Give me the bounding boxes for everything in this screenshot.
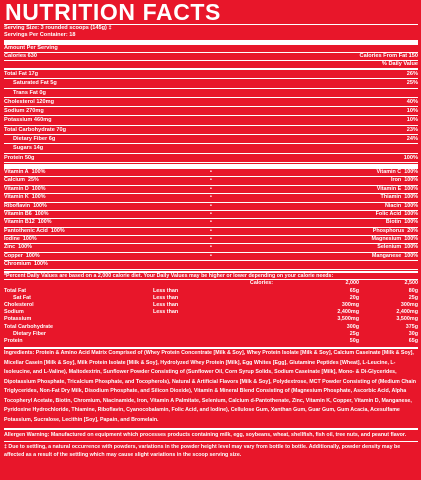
vitamin-dv: 100%	[31, 185, 46, 192]
calories-label: Calories 630	[4, 53, 37, 59]
vitamin-dv: 100%	[31, 194, 46, 201]
vitamin-dv: 100%	[404, 168, 418, 175]
nutrient-label: Cholesterol 120mg	[4, 98, 55, 105]
vitamin-right	[227, 253, 418, 261]
vitamin-left	[4, 219, 195, 227]
vitamin-right	[227, 219, 418, 227]
dv-table-cell: Cholesterol	[4, 302, 34, 309]
dv-table-cell: Sodium	[4, 309, 24, 316]
dv-table-cell: 80g	[408, 287, 418, 294]
nutrient-row	[4, 89, 418, 98]
vitamin-right	[227, 194, 418, 202]
nutrient-dv: 100%	[403, 154, 418, 161]
vitamin-separator: •	[195, 177, 227, 185]
vitamin-dv: 100%	[404, 244, 418, 251]
vitamin-name: Pantothenic Acid	[4, 227, 48, 234]
ingredients: Ingredients: Protein & Amino Acid Matrix Comprised of (Whey Protein Concentrate [Milk & Soy], Whey Protein Isolate [Milk & Soy], Calcium Caseinate [Milk & Soy], Micellar Casein [Milk & Soy], Milk Protein Isolate [Milk & Soy], Hydrolyzed Whey Protein [Milk], Egg Whites [Egg], Glutamine Peptides [Wheat], L-Leucine, L-Isoleucine, and L-Valine), Maltodextrin, Sunflower Powder Consisting of (Sunflower Oil, Corn Syrup Solids, Sodium Caseinate [Milk], Mono- & Di-Glycerides, Dipotassium Phosphate, Tricalcium Phosphate, and Tocopherols), Natural & Artificial Flavors [Milk & Soy], Polydextrose, MCT Powder Consisting of (Medium Chain Triglycerides, Non-Fat Dry Milk, Disodium Phosphate, and Silicon Dioxide), Vitamin & Mineral Blend Consisting of (Magnesium Phosphate, Ascorbic Acid, Alpha Tocopheryl Acetate, Biotin, Chromium, Niacinamide, Iron, Vitamin A Palmitate, Selenium, Calcium d-Pantothenate, Zinc, Vitamin K, Copper, Vitamin D, Manganese, Pyridoxine Hydrochloride, Thiamine, Riboflavin, Cyanocobalamin, Folic Acid, and Iodine), Cellulose Gum, Xanthan Gum, Guar Gum, Gum Acacia, Acesulfame Potassium, Sucralose, Lecithin [Soy], Papain, and Bromelain.	[4, 350, 417, 423]
nutrient-dv: 23%	[406, 126, 418, 133]
dv-table-cell	[153, 331, 279, 338]
vitamin-dv: 100%	[22, 236, 37, 243]
daily-values-table	[4, 280, 418, 345]
vitamin-left	[4, 169, 195, 177]
vitamin-separator: •	[195, 244, 227, 252]
vitamin-dv: 100%	[34, 210, 49, 217]
vitamin-dv: 100%	[404, 219, 418, 226]
dv-table-cell: Potassium	[4, 316, 32, 323]
allergen-warning: Allergen Warning: Manufactured on equipment which processes products containing milk, egg, soybeans, wheat, shellfish, fish oil, tree nuts, and peanut flavor.	[4, 432, 407, 439]
vitamin-right	[227, 211, 418, 219]
settling-note: ‡ Due to settling, a natural occurrence with powders, variations in the powder height level may vary from bottle to bottle. Additionally, powder density may be affected as a result of the settling which may cause slight variations in the scoop serving size.	[4, 444, 401, 459]
vitamin-dv: 100%	[25, 252, 40, 259]
vitamin-left	[4, 186, 195, 194]
dv-table-cell: 30g	[408, 330, 418, 337]
vitamin-name: Copper	[4, 252, 23, 259]
dv-table-cell	[153, 324, 279, 331]
dv-table-cell: 375g	[405, 323, 418, 330]
nutrient-row	[4, 116, 418, 125]
dv-table-row	[4, 338, 418, 345]
vitamin-name: Iodine	[4, 236, 20, 243]
nutrient-label: Protein 50g	[4, 154, 35, 161]
vitamin-right	[227, 236, 418, 244]
vitamin-name: Manganese	[371, 252, 402, 259]
vitamin-name: Thiamin	[380, 194, 402, 201]
dv-table-row	[4, 295, 418, 302]
serving-size: Serving Size: 3 rounded scoops (145g) ‡	[4, 25, 112, 31]
vitamin-dv: 100%	[31, 168, 46, 175]
nutrient-dv: 10%	[406, 108, 418, 115]
dv-header: % Daily Value	[381, 61, 418, 67]
vitamin-name: Vitamin E	[376, 185, 402, 192]
dv-table-cell: 50g	[349, 338, 359, 345]
dv-table-cell: Protein	[4, 338, 23, 345]
vitamin-dv: 100%	[50, 227, 65, 234]
vitamin-name: Calcium	[4, 177, 25, 184]
nutrient-row	[4, 98, 418, 107]
vitamin-separator: •	[195, 219, 227, 227]
divider	[4, 441, 418, 442]
nutrient-dv: 25%	[406, 80, 418, 87]
dv-table-cell: 2,400mg	[337, 309, 359, 316]
vitamin-name: Folic Acid	[375, 210, 402, 217]
vitamin-dv: 100%	[404, 177, 418, 184]
vitamin-name: Vitamin D	[4, 185, 29, 192]
vitamin-left	[4, 194, 195, 202]
vitamin-left	[4, 236, 195, 244]
vitamin-name: Magnesium	[371, 236, 402, 243]
vitamin-name: Zinc	[4, 244, 16, 251]
vitamin-right	[227, 186, 418, 194]
dv-table-header-cell: Calories:	[249, 280, 273, 287]
dv-table-cell: 65g	[349, 287, 359, 294]
vitamin-name: Riboflavin	[4, 202, 31, 209]
vitamin-left	[4, 211, 195, 219]
panel-title: NUTRITION FACTS	[5, 0, 221, 25]
dv-table-row	[4, 331, 418, 338]
vitamin-separator: •	[195, 186, 227, 194]
dv-table-header	[4, 280, 418, 287]
vitamin-name: Niacin	[385, 202, 402, 209]
dv-table-cell: Total Fat	[4, 287, 27, 294]
vitamin-separator	[195, 261, 227, 269]
nutrient-label: Dietary Fiber 6g	[13, 136, 56, 143]
vitamin-left	[4, 228, 195, 236]
dv-table-cell: 300g	[346, 323, 359, 330]
nutrient-dv: 24%	[406, 136, 418, 143]
vitamin-right	[227, 261, 418, 269]
nutrient-label: Total Fat 17g	[4, 71, 39, 77]
vitamin-dv: 100%	[33, 202, 47, 209]
dv-table-cell: 65g	[408, 338, 418, 345]
vitamin-right	[227, 169, 418, 177]
vitamin-separator: •	[195, 253, 227, 261]
dv-table-cell: 25g	[349, 330, 359, 337]
vitamin-dv: 100%	[37, 219, 52, 226]
dv-table-cell: Less than	[153, 309, 179, 316]
vitamin-right	[227, 203, 418, 211]
vitamin-dv: 100%	[404, 236, 418, 243]
nutrient-row	[4, 135, 418, 144]
vitamin-name: Vitamin A	[4, 168, 29, 175]
nutrient-row	[4, 144, 418, 153]
vitamin-right	[227, 244, 418, 252]
vitamin-dv: 100%	[404, 194, 418, 201]
dv-table-row	[4, 309, 418, 316]
dv-table-cell: 25g	[408, 294, 418, 301]
vitamin-separator: •	[195, 228, 227, 236]
vitamin-name: Biotin	[385, 219, 402, 226]
dv-table-cell: Dietary Fiber	[13, 330, 46, 337]
vitamin-name: Vitamin K	[4, 194, 29, 201]
dv-table-cell	[153, 338, 279, 345]
nutrient-row	[4, 107, 418, 116]
calories-from-fat: Calories From Fat 150	[359, 53, 418, 59]
vitamin-right	[227, 228, 418, 236]
vitamin-dv: 100%	[404, 185, 418, 192]
nutrient-label: Sugars 14g	[13, 145, 44, 152]
dv-table-cell: 2,400mg	[396, 309, 418, 316]
dv-table-cell: 300mg	[400, 302, 418, 309]
vitamin-name: Selenium	[377, 244, 402, 251]
dv-table-row	[4, 288, 418, 295]
vitamin-left	[4, 177, 195, 185]
vitamin-left	[4, 253, 195, 261]
calories-row	[4, 53, 418, 60]
vitamin-separator: •	[195, 236, 227, 244]
vitamin-dv: 100%	[404, 252, 418, 259]
dv-table-cell: Sat Fat	[13, 294, 31, 301]
vitamin-left	[4, 203, 195, 211]
divider	[4, 428, 418, 430]
dv-header-row	[4, 61, 418, 68]
vitamin-grid	[4, 169, 418, 270]
nutrient-row	[4, 79, 418, 88]
dv-table-cell: Total Carbohydrate	[4, 323, 54, 330]
vitamin-name: Phosphorus	[372, 227, 405, 234]
dv-table-cell: 300mg	[341, 302, 359, 309]
vitamin-dv: 20%	[407, 227, 418, 234]
vitamin-separator: •	[195, 203, 227, 211]
nutrient-row	[4, 70, 418, 79]
vitamin-right	[227, 177, 418, 185]
vitamin-left	[4, 244, 195, 252]
vitamin-separator: •	[195, 194, 227, 202]
nutrient-dv: 10%	[406, 117, 418, 124]
nutrient-row	[4, 126, 418, 135]
vitamin-name	[415, 261, 418, 268]
servings-per-container: Servings Per Container: 18	[4, 32, 76, 38]
vitamin-name: Iron	[391, 177, 402, 184]
nutrient-label: Trans Fat 0g	[13, 89, 46, 96]
dv-table-cell: Less than	[153, 287, 179, 294]
vitamin-dv: 100%	[404, 202, 418, 209]
vitamin-dv: 100%	[33, 261, 48, 268]
vitamin-name: Vitamin B12	[4, 219, 35, 226]
dv-table-header-cell: 2,500	[404, 280, 418, 287]
dv-table-cell: Less than	[153, 294, 179, 301]
nutrient-label: Saturated Fat 5g	[13, 80, 57, 87]
vitamin-separator: •	[195, 169, 227, 177]
nutrient-label: Sodium 270mg	[4, 108, 44, 115]
dv-table-cell: 3,500mg	[396, 316, 418, 323]
vitamin-dv: 100%	[18, 244, 32, 251]
vitamin-name: Vitamin B6	[4, 210, 32, 217]
nutrient-label: Total Carbohydrate 70g	[4, 126, 67, 133]
dv-table-row	[4, 302, 418, 309]
nutrient-dv: 40%	[406, 98, 418, 105]
vitamin-dv: 25%	[27, 177, 39, 184]
vitamin-left	[4, 261, 195, 269]
dv-table-row	[4, 316, 418, 323]
dv-footnote: *Percent Daily Values are based on a 2,000 calorie diet. Your Daily Values may be higher or lower depending on your calorie needs:	[4, 272, 334, 279]
dv-table-cell: Less than	[153, 302, 179, 309]
nutrient-row	[4, 154, 418, 163]
dv-table-row	[4, 324, 418, 331]
nutrient-label: Potassium 460mg	[4, 117, 52, 124]
nutrient-dv: 26%	[406, 71, 418, 77]
nutrient-list	[4, 70, 418, 163]
dv-table-header-cell	[4, 280, 153, 287]
dv-table-cell	[153, 316, 279, 323]
vitamin-name: Vitamin C	[376, 168, 402, 175]
dv-table-cell: 3,500mg	[337, 316, 359, 323]
vitamin-name: Chromium	[4, 261, 31, 268]
vitamin-separator: •	[195, 211, 227, 219]
amount-per-serving: Amount Per Serving	[4, 45, 58, 51]
dv-table-header-cell: 2,000	[345, 280, 359, 287]
vitamin-dv: 100%	[404, 210, 418, 217]
dv-table-cell: 20g	[349, 294, 359, 301]
